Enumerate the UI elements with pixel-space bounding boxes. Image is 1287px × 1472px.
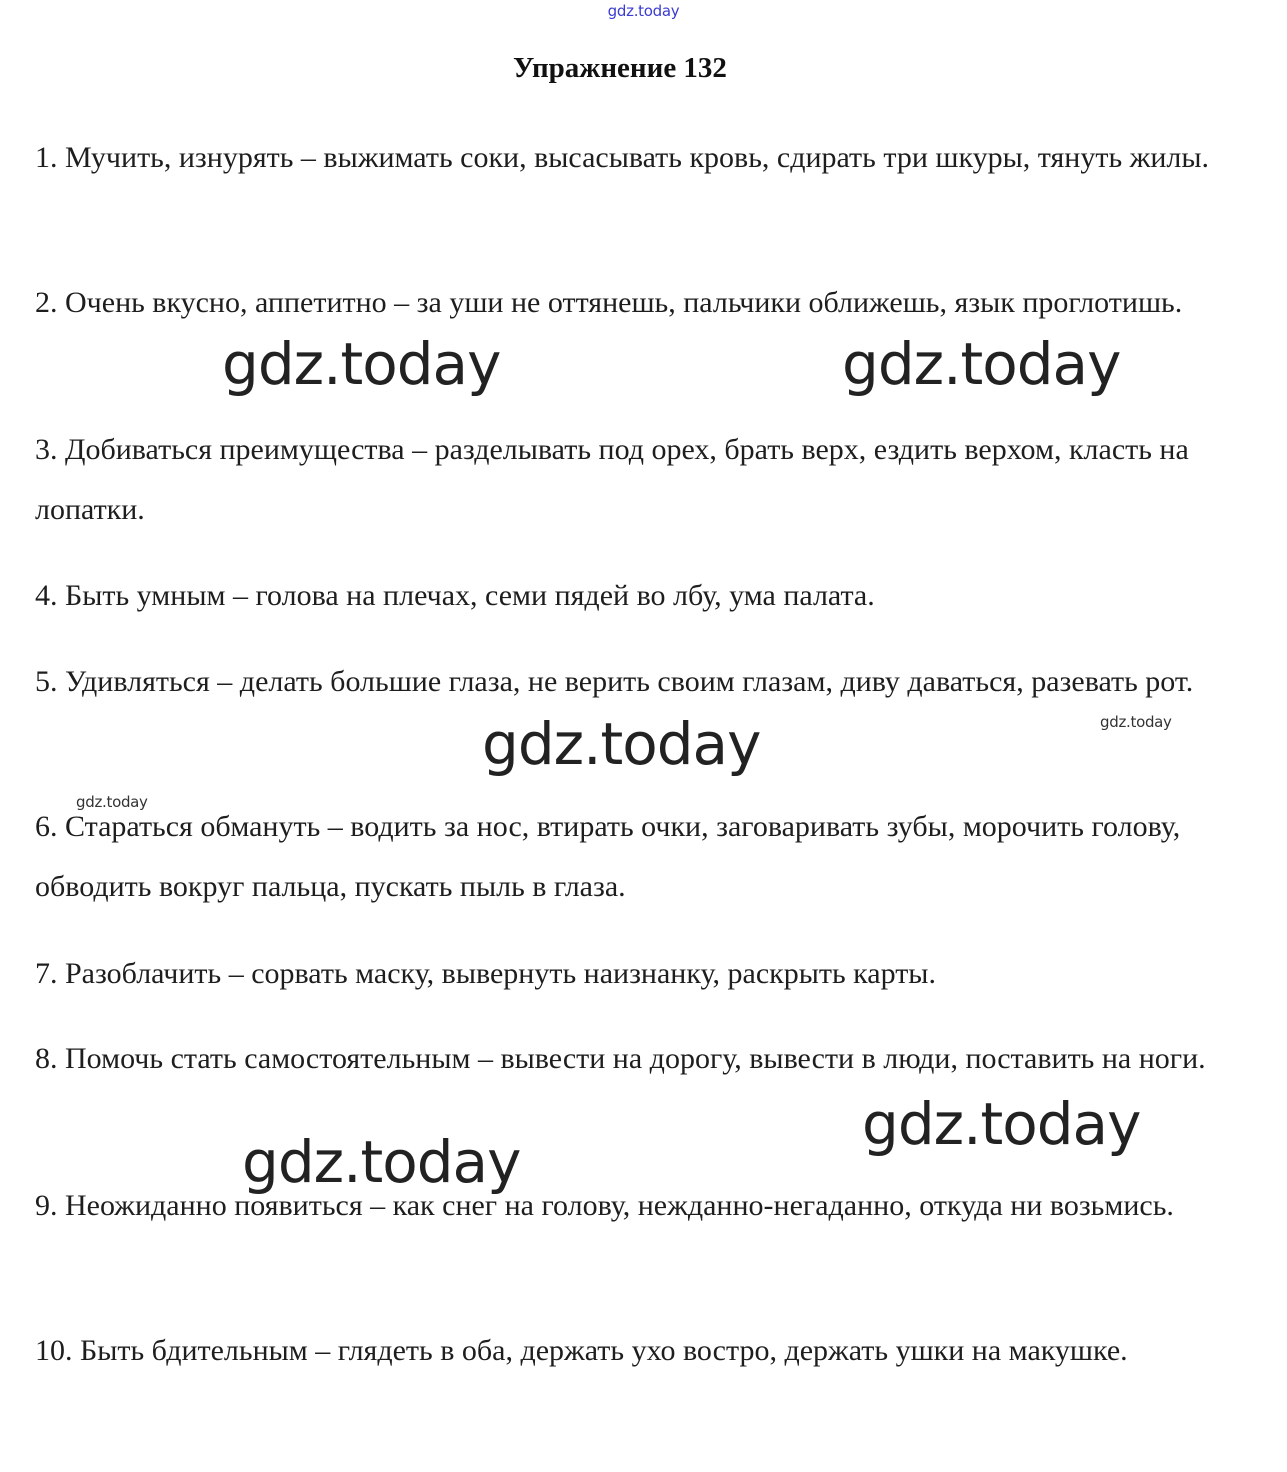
list-item-5: 5. Удивляться – делать большие глаза, не верить своим глазам, диву даваться, разевать рот. [35, 665, 1194, 698]
watermark-large: gdz.today [862, 1090, 1141, 1158]
watermark-large: gdz.today [222, 330, 501, 398]
list-item-9: 9. Неожиданно появиться – как снег на голову, нежданно-негаданно, откуда ни возьмись. [35, 1189, 1174, 1222]
list-item-2: 2. Очень вкусно, аппетитно – за уши не оттянешь, пальчики оближешь, язык проглотишь. [35, 286, 1183, 319]
list-item-4: 4. Быть умным – голова на плечах, семи пядей во лбу, ума палата. [35, 579, 875, 612]
watermark-large: gdz.today [842, 330, 1121, 398]
watermark-small: gdz.today [76, 793, 148, 811]
watermark-large: gdz.today [482, 710, 761, 778]
watermark-top: gdz.today [607, 2, 680, 20]
list-item-3: 3. Добиваться преимущества – разделывать под орех, брать верх, ездить верхом, класть на лопатки. [35, 433, 1189, 526]
list-item-8: 8. Помочь стать самостоятельным – вывести на дорогу, вывести в люди, поставить на ноги. [35, 1042, 1206, 1075]
watermark-large: gdz.today [242, 1128, 521, 1196]
list-item-10: 10. Быть бдительным – глядеть в оба, держать ухо востро, держать ушки на макушке. [35, 1334, 1128, 1367]
list-item-7: 7. Разоблачить – сорвать маску, вывернуть наизнанку, раскрыть карты. [35, 957, 936, 990]
list-item-6: 6. Стараться обмануть – водить за нос, втирать очки, заговаривать зубы, морочить голову, обводить вокруг пальца, пускать пыль в глаза. [35, 810, 1181, 903]
list-item-1: 1. Мучить, изнурять – выжимать соки, высасывать кровь, сдирать три шкуры, тянуть жилы. [35, 141, 1210, 174]
watermark-small: gdz.today [1100, 713, 1172, 731]
page-title: Упражнение 132 [513, 52, 727, 84]
